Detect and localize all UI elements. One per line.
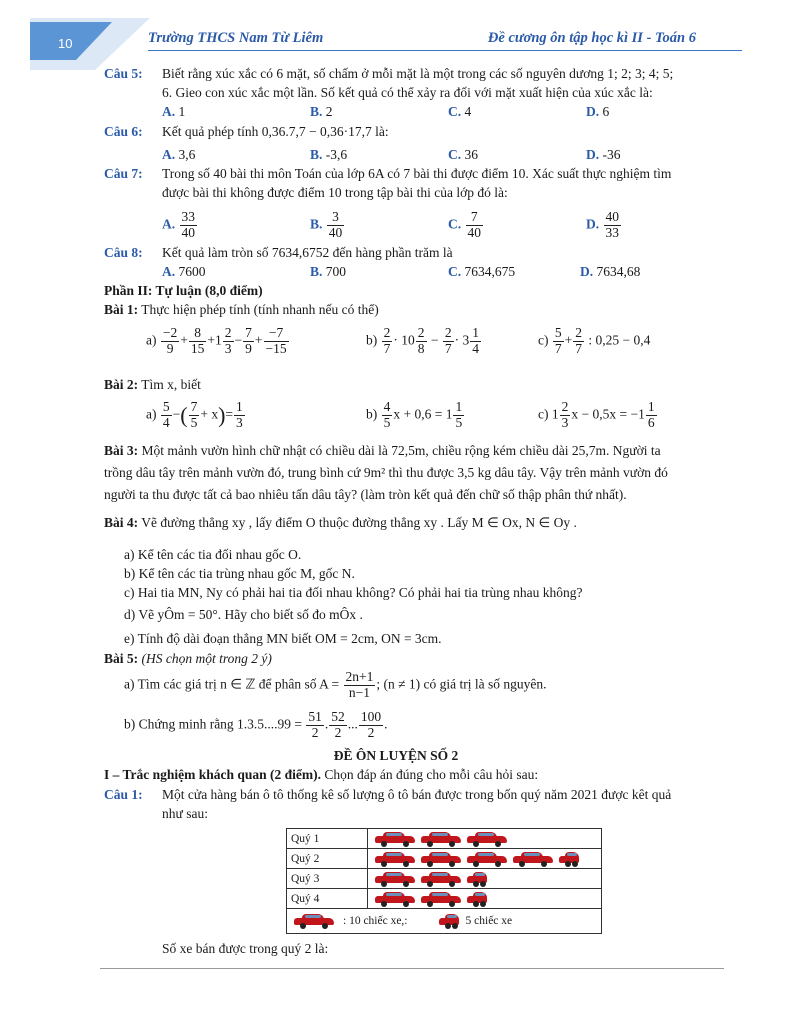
car-icon: [421, 832, 461, 846]
de2-section: I – Trắc nghiệm khách quan (2 điểm). Chọn đáp án đúng cho mỗi câu hỏi sau:: [104, 767, 539, 782]
de2-q1-line2: như sau:: [162, 806, 208, 821]
q5-text1: Biết rằng xúc xắc có 6 mặt, số chấm ở mỗi mặt là một trong các số nguyên dương 1; 2; 3; 4; 5;: [162, 66, 674, 81]
car-half-icon: [467, 872, 487, 886]
bai5-item-a: a) Tìm các giá trị n ∈ ℤ để phân số A = $\frac{2n+1}{n-1}$ ; (n ≠ 1) có giá trị là số nguyên.: [124, 669, 547, 700]
bai3-line2: trồng dâu tây trên mảnh vườn đó, trung bình cứ 9m² thì thu được 3,5 kg dâu tây. Vậy trên mảnh vườn đó: [104, 465, 668, 480]
car-half-icon: [559, 852, 579, 866]
pictogram-row-cars: [368, 849, 602, 869]
pictogram-row-label: Quý 1: [287, 829, 368, 849]
car-icon: [421, 872, 461, 886]
car-icon: [375, 872, 415, 886]
legend-half-label: 5 chiếc xe: [465, 914, 513, 927]
car-half-icon: [467, 892, 487, 906]
q7-line1: Câu 7: Trong số 40 bài thi môn Toán của lớp 6A có 7 bài thi được điểm 10. Xác suất thực nghiệm tìm: [104, 166, 672, 181]
bai4-line: Bài 4: Vẽ đường thẳng xy , lấy điểm O thuộc đường thẳng xy . Lấy M ∈ Ox, N ∈ Oy .: [104, 515, 577, 530]
bai1-exercises: a) $\frac{-2}{9}$ + $\frac{8}{15}$ +1 $\frac{2}{3}$ − $\frac{7}{9}$ + $\frac{-7}{-15}$ b) $\frac{2}{7}$ · 10 $\frac{2}{8}$ − $\frac{2}{7}$ · 3 $\frac{1}{4}$ c) $\frac{5}{7}$ + $\frac{2}{7}$ : 0,25 − 0,4: [146, 325, 651, 356]
pictogram-row: [287, 869, 602, 889]
pictogram-row-cars: [368, 889, 602, 909]
bai4-item-d: d) Vẽ yÔm = 50°. Hãy cho biết số đo mÔx .: [124, 607, 363, 622]
bai3-line3: người ta thu được tất cả bao nhiêu tấn dâu tây? (làm tròn kết quả đến chữ số thập phân thứ nhất).: [104, 487, 627, 502]
pictogram-row-label: Quý 4: [287, 889, 368, 909]
car-icon: [421, 852, 461, 866]
pictogram-row: [287, 829, 602, 849]
car-icon: [513, 852, 553, 866]
pictogram-row-cars: [368, 829, 602, 849]
pictogram-row: [287, 849, 602, 869]
q5-line1: [104, 66, 674, 82]
de2-q1-question: Số xe bán được trong quý 2 là:: [162, 941, 329, 956]
bai3-line1: Bài 3: Một mảnh vườn hình chữ nhật có chiều dài là 72,5m, chiều rộng kém chiều dài 25,7m. Người ta: [104, 443, 661, 458]
pictogram-row-label: Quý 2: [287, 849, 368, 869]
bai2-line: Bài 2: Tìm x, biết: [104, 377, 201, 392]
header-doc-title: Đề cương ôn tập học kì II - Toán 6: [487, 30, 696, 46]
pictogram-row-label: Quý 3: [287, 869, 368, 889]
page-number: 10: [58, 36, 73, 51]
car-half-icon: [439, 914, 459, 928]
car-icon: [375, 832, 415, 846]
q6-line: Câu 6: Kết quả phép tính 0,36.7,7 − 0,36·17,7 là:: [104, 124, 389, 139]
header-rule: [148, 50, 742, 51]
footer-rule: [100, 968, 724, 969]
bai4-item-b: b) Kể tên các tia trùng nhau gốc M, gốc N.: [124, 566, 355, 581]
car-icon: [375, 892, 415, 906]
bai2-exercises: a) $\frac{5}{4}$ −( $\frac{7}{5}$ + x)= $\frac{1}{3}$ b) $\frac{4}{5}$ x + 0,6 = 1 $\frac{1}{5}$ c) 1 $\frac{2}{3}$ x − 0,5x = −1 $\frac{1}{6}$: [146, 399, 655, 430]
pictogram-row-cars: [368, 869, 602, 889]
car-icon: [294, 914, 334, 928]
bai4-item-c: c) Hai tia MN, Ny có phải hai tia đối nhau không? Có phải hai tia trùng nhau không?: [124, 585, 583, 600]
car-icon: [421, 892, 461, 906]
header-school: Trường THCS Nam Từ Liêm: [148, 30, 324, 46]
pictogram-row: [287, 889, 602, 909]
pictogram-legend: [287, 909, 602, 934]
de2-title: ĐỀ ÔN LUYỆN SỐ 2: [333, 748, 459, 763]
q5-label: Câu 5:: [104, 66, 143, 81]
de2-q1-line1: Câu 1: Một cửa hàng bán ô tô thống kê số lượng ô tô bán được trong bốn quý năm 2021 được kêt quả: [104, 787, 672, 802]
q8-line: Câu 8: Kết quả làm tròn số 7634,6752 đến hàng phần trăm là: [104, 245, 453, 260]
q6-text: Kết quả phép tính 0,36.7,7 − 0,36·17,7 là:: [162, 124, 389, 139]
car-icon: [467, 832, 507, 846]
q5-text2: 6. Gieo con xúc xắc một lần. Số kết quả có thể xảy ra đối với mặt xuất hiện của xúc xắc là:: [162, 85, 653, 100]
bai1-line: Bài 1: Thực hiện phép tính (tính nhanh nếu có thể): [104, 302, 379, 317]
part2-title: Phần II: Tự luận (8,0 điểm): [104, 283, 263, 298]
car-icon: [375, 852, 415, 866]
q7-text2: được bài thi không được điểm 10 trong tập bài thi của lớp đó là:: [162, 185, 508, 200]
bai4-item-e: e) Tính độ dài đoạn thẳng MN biết OM = 2cm, ON = 3cm.: [124, 631, 442, 646]
legend-full-label: : 10 chiếc xe,:: [343, 914, 408, 927]
bai4-item-a: a) Kể tên các tia đối nhau gốc O.: [124, 547, 302, 562]
q7-options: A. $\frac{33}{40}$ B. $\frac{3}{40}$ C. $\frac{7}{40}$ D. $\frac{40}{33}$: [162, 209, 619, 240]
pictogram-table: [286, 828, 602, 934]
bai5-item-b: b) Chứng minh rằng 1.3.5....99 = $\frac{51}{2}$ . $\frac{52}{2}$ ... $\frac{100}{2}$ .: [124, 709, 388, 740]
car-icon: [467, 852, 507, 866]
bai5-line: Bài 5: (HS chọn một trong 2 ý): [104, 651, 272, 666]
